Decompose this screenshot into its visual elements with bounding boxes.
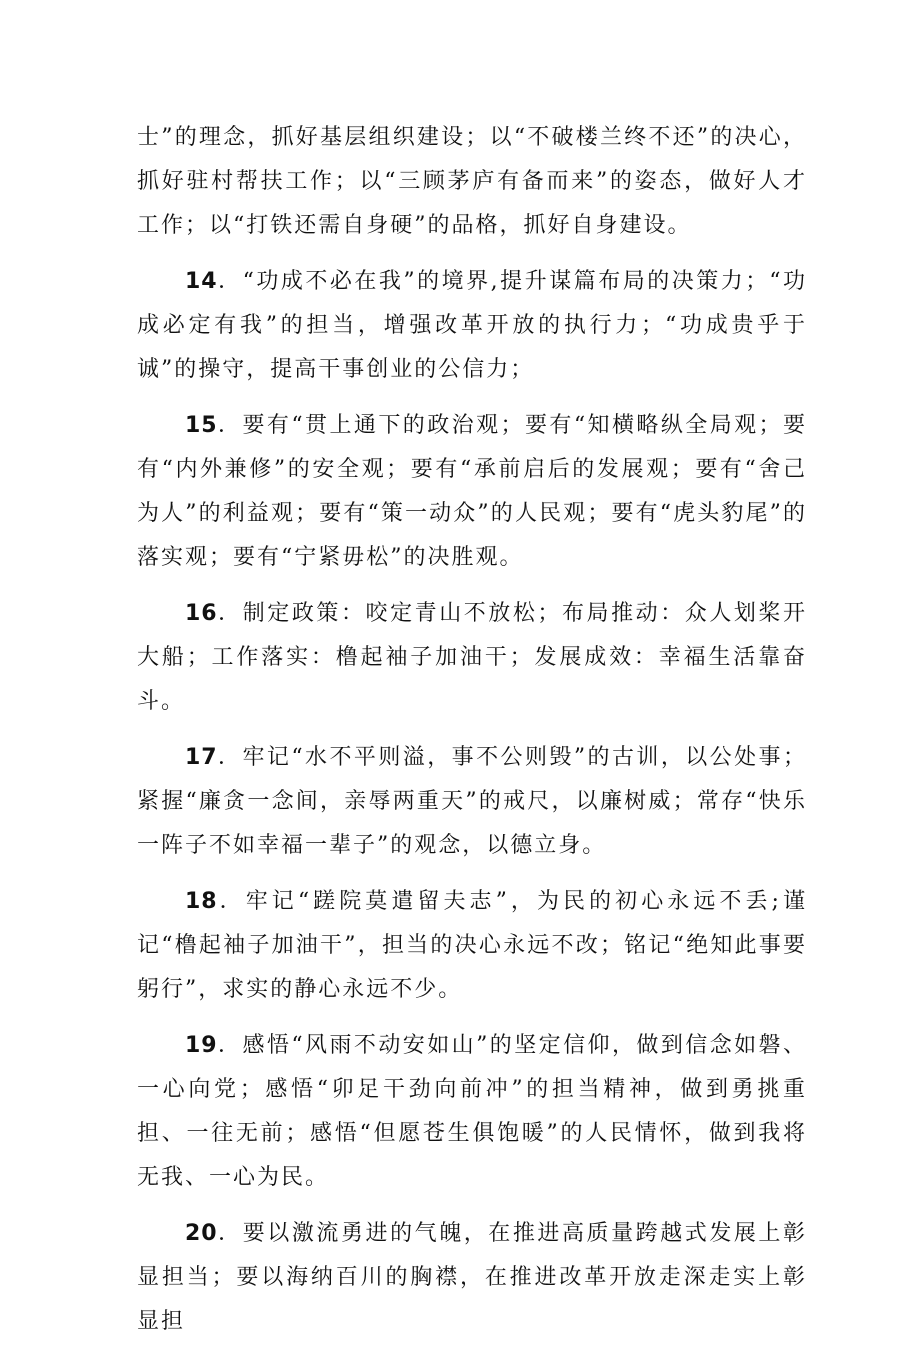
paragraph-text: ．要有“贯上通下的政治观；要有“知横略纵全局观；要有“内外兼修”的安全观；要有“承前启后的发展观；要有“舍己为人”的利益观；要有“策一动众”的人民观；要有“虎头豹尾”的落实观；要有“宁紧毋松”的决胜观。 — [137, 413, 807, 570]
paragraph-text: ．要以激流勇进的气魄，在推进高质量跨越式发展上彰显担当；要以海纳百川的胸襟，在推进改革开放走深走实上彰显担 — [137, 1221, 807, 1334]
document-body — [137, 116, 807, 1356]
paragraph-number: 15 — [185, 413, 218, 438]
paragraph-15 — [137, 404, 807, 580]
paragraph-text: ．制定政策：咬定青山不放松；布局推动：众人划桨开大船；工作落实：橹起袖子加油干；发展成效：幸福生活靠奋斗。 — [137, 601, 807, 714]
paragraph-18 — [137, 880, 807, 1012]
paragraph-number: 17 — [185, 745, 218, 770]
paragraph-16 — [137, 592, 807, 724]
paragraph-text: ．牢记“蹉院莫遣留夫志”，为民的初心永远不丢;谨记“橹起袖子加油干”，担当的决心永远不改；铭记“绝知此事要躬行”，求实的静心永远不少。 — [137, 889, 807, 1002]
paragraph-14 — [137, 260, 807, 392]
paragraph-number: 18 — [185, 889, 218, 914]
paragraph-number: 16 — [185, 601, 218, 626]
paragraph-text: ．感悟“风雨不动安如山”的坚定信仰，做到信念如磐、一心向党；感悟“卯足干劲向前冲”的担当精神，做到勇挑重担、一往无前；感悟“但愿苍生俱饱暖”的人民情怀，做到我将无我、一心为民。 — [137, 1033, 807, 1190]
paragraph-number: 14 — [185, 269, 218, 294]
paragraph-number: 19 — [185, 1033, 218, 1058]
paragraph-text: ．“功成不必在我”的境界,提升谋篇布局的决策力；“功成必定有我”的担当，增强改革开放的执行力；“功成贵乎于诚”的操守，提高干事创业的公信力； — [137, 269, 807, 382]
paragraph-19 — [137, 1024, 807, 1200]
paragraph-text: 士”的理念，抓好基层组织建设；以“不破楼兰终不还”的决心，抓好驻村帮扶工作；以“三顾茅庐有备而来”的姿态，做好人才工作；以“打铁还需自身硬”的品格，抓好自身建设。 — [137, 125, 807, 238]
paragraph-17 — [137, 736, 807, 868]
paragraph-20 — [137, 1212, 807, 1344]
paragraph-text: ．牢记“水不平则溢，事不公则毁”的古训，以公处事；紧握“廉贪一念间，亲辱两重天”的戒尺，以廉树威；常存“快乐一阵子不如幸福一辈子”的观念，以德立身。 — [137, 745, 807, 858]
paragraph-13-continuation — [137, 116, 807, 248]
paragraph-number: 20 — [185, 1221, 218, 1246]
